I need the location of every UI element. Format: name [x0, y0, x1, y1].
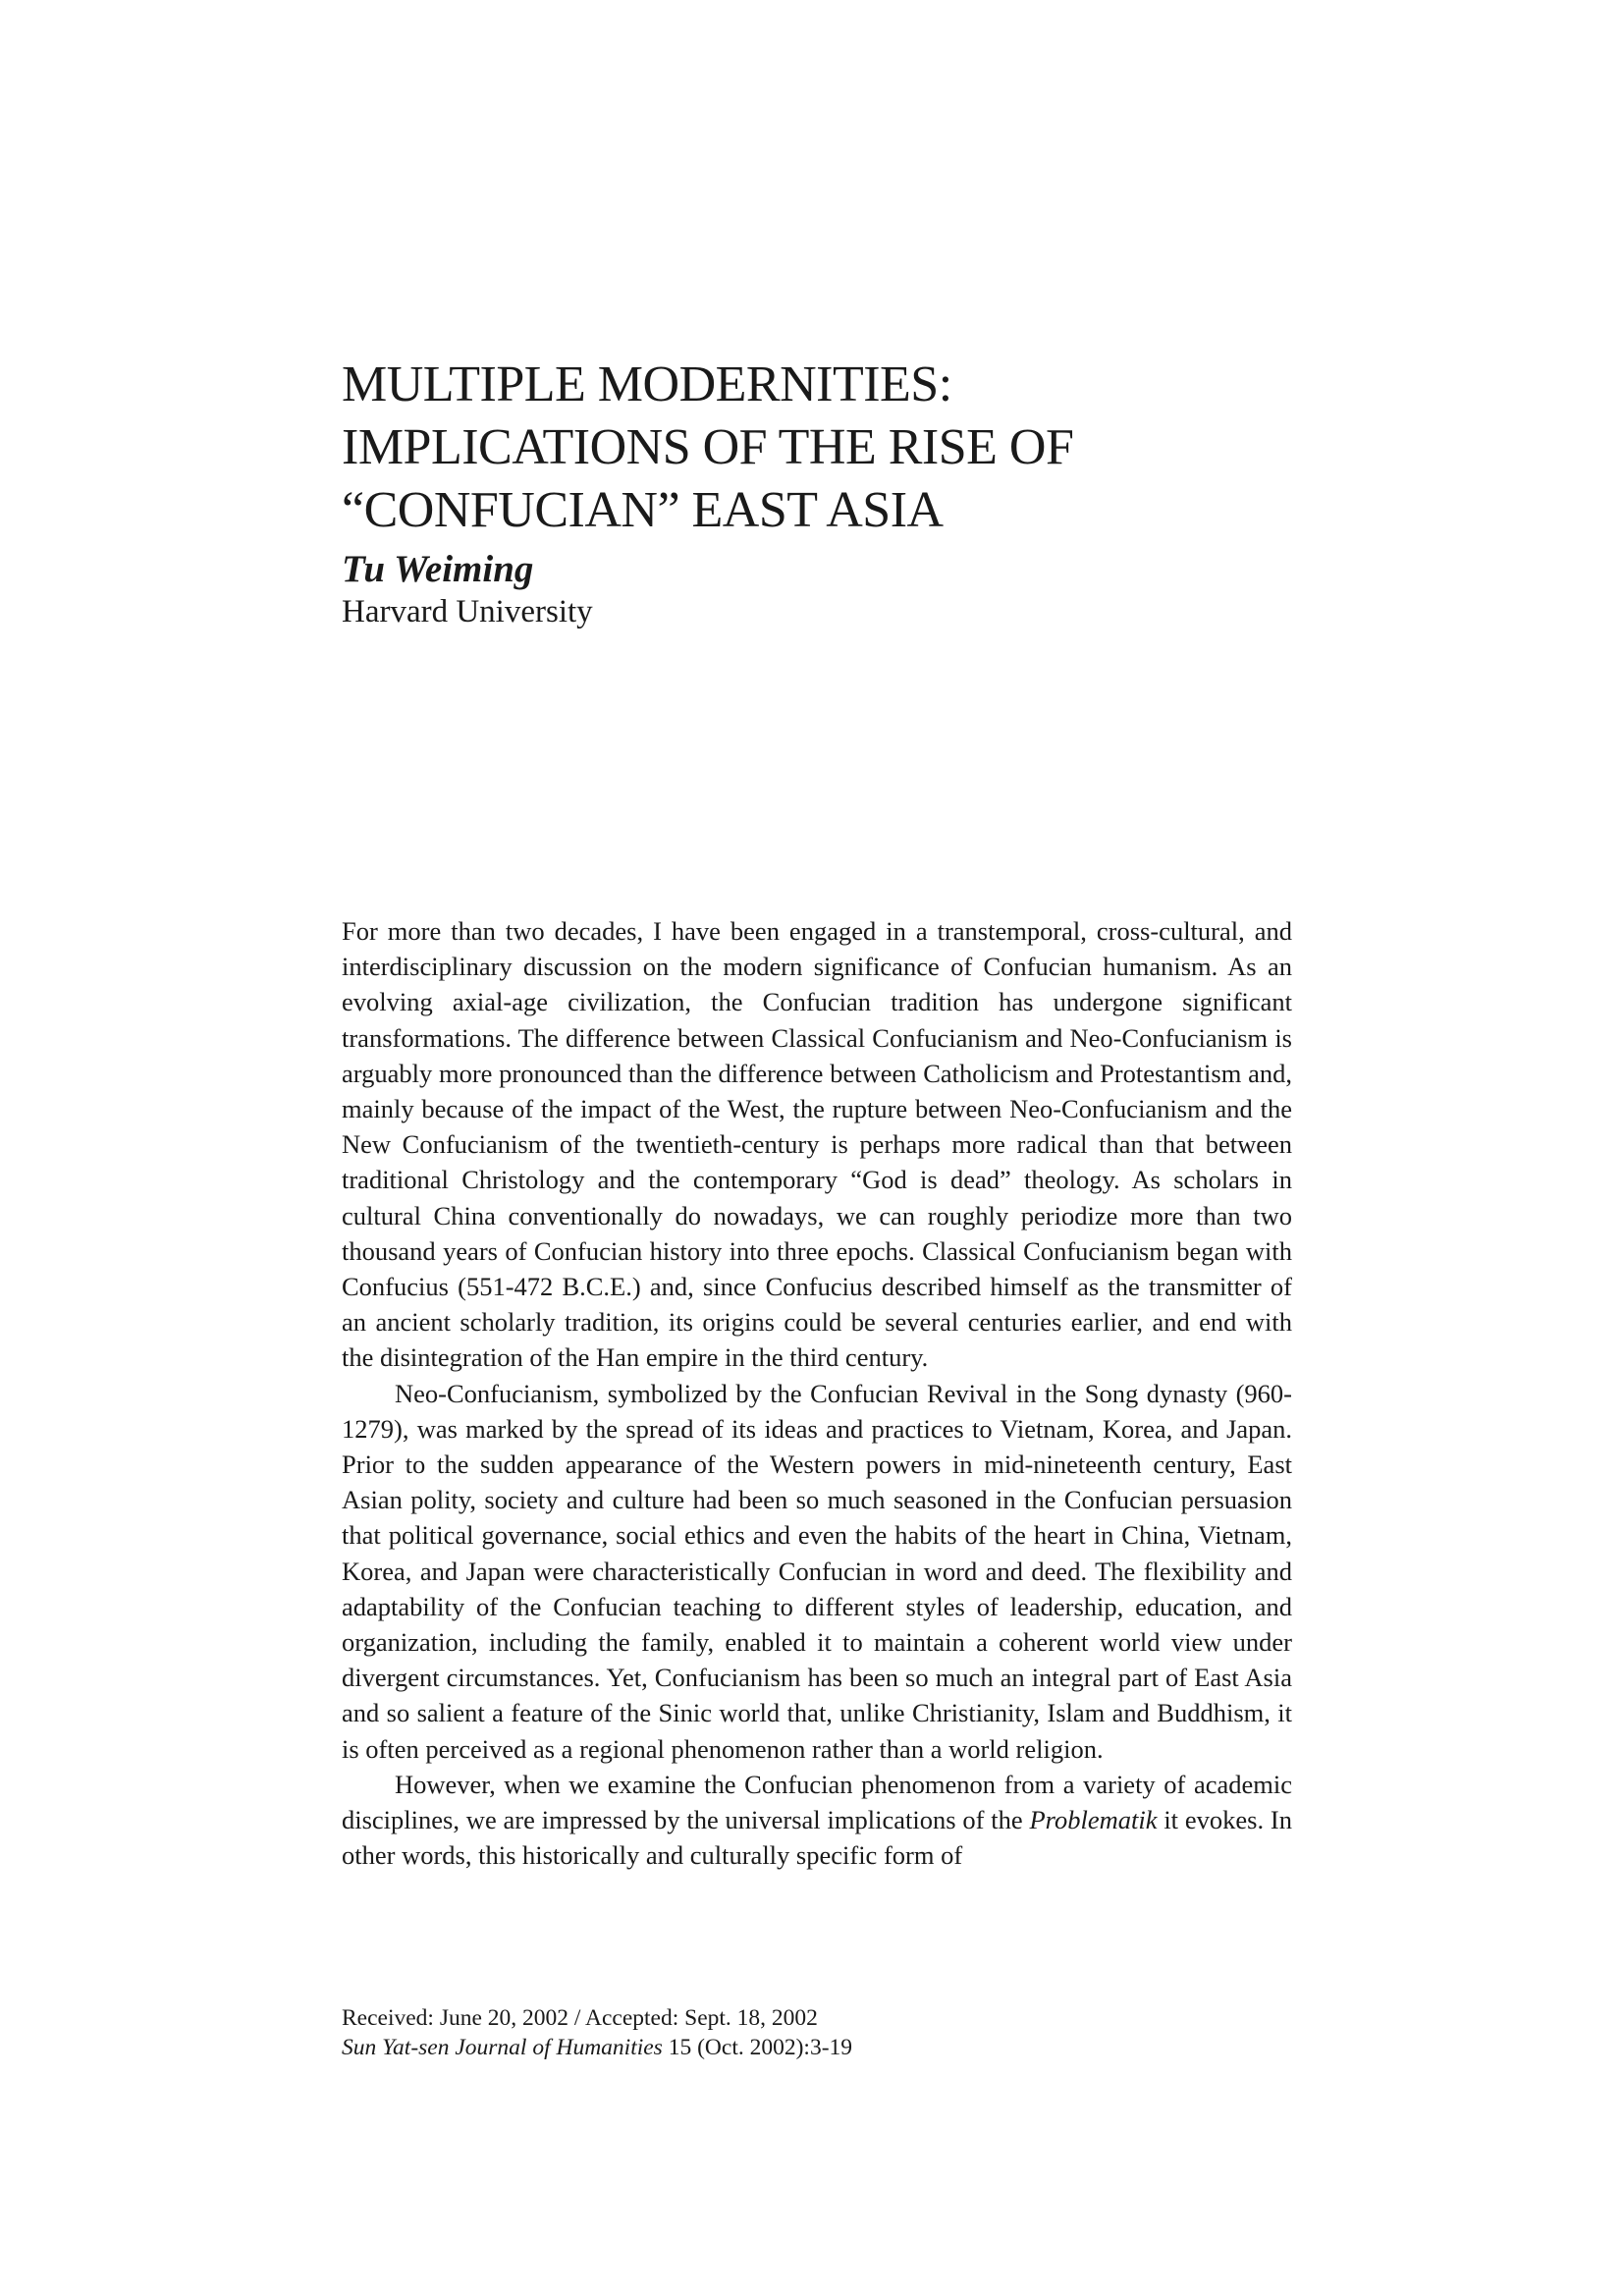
received-accepted-dates: Received: June 20, 2002 / Accepted: Sept. 18, 2002: [342, 2005, 818, 2031]
paragraph-3-text-b: it evokes. In other words, this historically and culturally specific form of: [342, 1805, 1292, 1871]
title-line-3: “CONFUCIAN” EAST ASIA: [342, 482, 944, 538]
journal-name: Sun Yat-sen Journal of Humanities: [342, 2035, 663, 2060]
paragraph-1: For more than two decades, I have been engaged in a transtemporal, cross-cultural, and interdisciplinary discussion on the modern significance of Confucian humanism. As an evolving axial-age civilization, the Confucian tradition has undergone significant transformations. The difference between Classical Confucianism and Neo-Confucianism is arguably more pronounced than the difference between Catholicism and Protestantism and, mainly because of the impact of the West, the rupture between Neo-Confucianism and the New Confucianism of the twentieth-century is perhaps more radical than that between traditional Christology and the contemporary “God is dead” theology. As scholars in cultural China conventionally do nowadays, we can roughly periodize more than two thousand years of Confucian history into three epochs. Classical Confucianism began with Confucius (551-472 B.C.E.) and, since Confucius described himself as the transmitter of an ancient scholarly tradition, its origins could be several centuries earlier, and end with the disintegration of the Han empire in the third century.: [342, 916, 1292, 1373]
paragraph-3: [342, 1767, 1292, 1874]
paragraph-3-text-a: However, when we examine the Confucian phenomenon from a variety of academic disciplines, we are impressed by the universal implications of the: [342, 1769, 1292, 1835]
author-affiliation: Harvard University: [342, 594, 593, 629]
journal-citation: [342, 2033, 1292, 2062]
title-line-1: MULTIPLE MODERNITIES:: [342, 356, 952, 412]
title-line-2: IMPLICATIONS OF THE RISE OF: [342, 419, 1074, 475]
paragraph-2: Neo-Confucianism, symbolized by the Confucian Revival in the Song dynasty (960-1279), was marked by the spread of its ideas and practices to Vietnam, Korea, and Japan. Prior to the sudden appearance of the Western powers in mid-nineteenth century, East Asian polity, society and culture had been so much seasoned in the Confucian persuasion that political governance, social ethics and even the habits of the heart in China, Vietnam, Korea, and Japan were characteristically Confucian in word and deed. The flexibility and adaptability of the Confucian teaching to different styles of leadership, education, and organization, including the family, enabled it to maintain a coherent world view under divergent circumstances. Yet, Confucianism has been so much an integral part of East Asia and so salient a feature of the Sinic world that, unlike Christianity, Islam and Buddhism, it is often perceived as a regional phenomenon rather than a world religion.: [342, 1378, 1292, 1764]
paragraph-3-italic-term: Problematik: [1029, 1805, 1158, 1835]
journal-details: 15 (Oct. 2002):3-19: [662, 2035, 853, 2060]
author-name: Tu Weiming: [342, 548, 534, 590]
paper-title: [342, 354, 1324, 542]
article-body: [342, 913, 1292, 1873]
publication-footer: [342, 2003, 1292, 2062]
